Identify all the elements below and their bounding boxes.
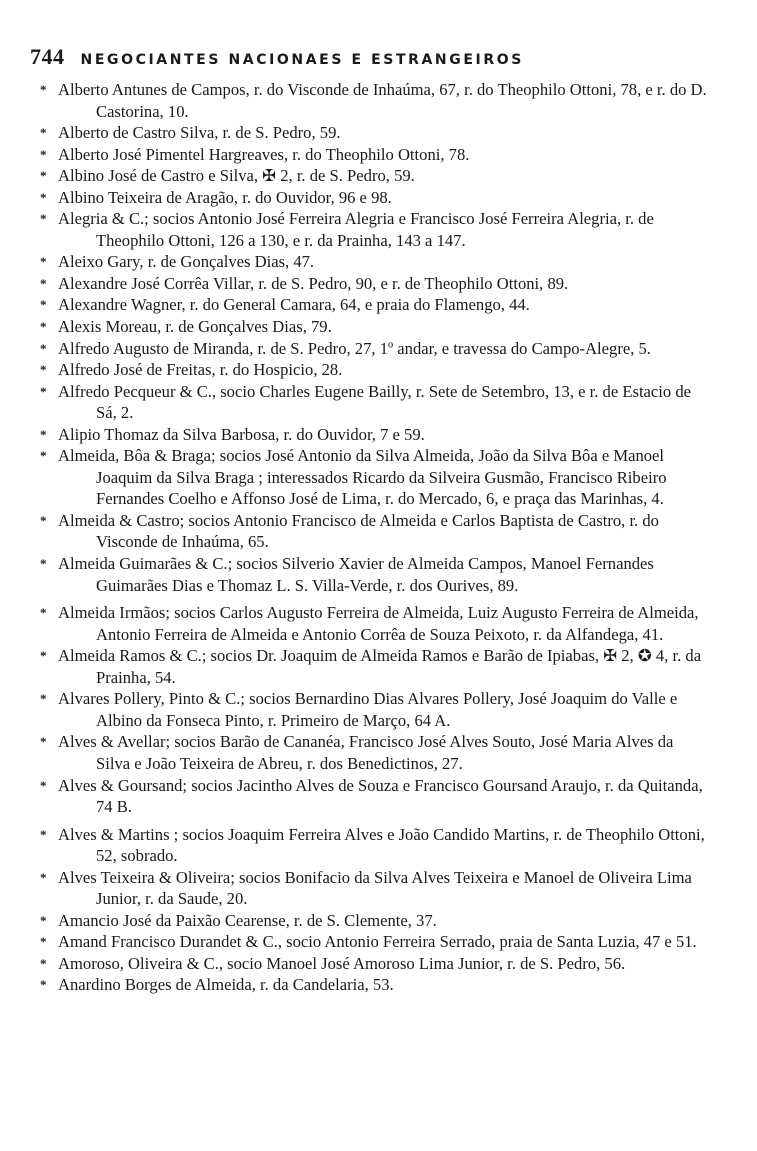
entry bbox=[40, 79, 710, 122]
entry-marker: * bbox=[40, 362, 47, 378]
entry-marker: * bbox=[40, 777, 47, 793]
entry bbox=[40, 824, 710, 867]
entry-text: Albino Teixeira de Aragão, r. do Ouvidor, 96 e 98. bbox=[58, 187, 392, 207]
entry-text: Amand Francisco Durandet & C., socio Antonio Ferreira Serrado, praia de Santa Luzia, 47 e 51. bbox=[58, 932, 697, 952]
entry-text: Alipio Thomaz da Silva Barbosa, r. do Ouvidor, 7 e 59. bbox=[58, 424, 425, 444]
entry-text: Amancio José da Paixão Cearense, r. de S. Clemente, 37. bbox=[58, 910, 437, 930]
entry-marker: * bbox=[40, 955, 47, 971]
page-header bbox=[30, 44, 730, 70]
page-number: 744 bbox=[30, 44, 65, 69]
entry-marker: * bbox=[40, 648, 47, 664]
entry-text: Alexandre José Corrêa Villar, r. de S. Pedro, 90, e r. de Theophilo Ottoni, 89. bbox=[58, 273, 569, 293]
entry-marker: * bbox=[40, 912, 47, 928]
entry bbox=[40, 251, 710, 273]
entry bbox=[40, 359, 710, 381]
entry bbox=[40, 316, 710, 338]
entry-marker: * bbox=[40, 125, 47, 141]
entry-marker: * bbox=[40, 691, 47, 707]
entry bbox=[40, 208, 710, 251]
entry-marker: * bbox=[40, 340, 47, 356]
entry-marker: * bbox=[40, 275, 47, 291]
entry-marker: * bbox=[40, 82, 47, 97]
entry bbox=[40, 445, 710, 510]
entry-marker: * bbox=[40, 556, 47, 572]
entry-marker: * bbox=[40, 383, 47, 399]
entry bbox=[40, 424, 710, 446]
entry bbox=[40, 731, 710, 774]
entry-marker: * bbox=[40, 734, 47, 750]
entry bbox=[40, 645, 710, 688]
entry-text: Aleixo Gary, r. de Gonçalves Dias, 47. bbox=[58, 252, 315, 272]
entry-marker: * bbox=[40, 297, 47, 313]
entry-text: Alberto Antunes de Campos, r. do Visconde de Inhaúma, 67, r. do Theophilo Ottoni, 78, e r. do D. Castorina, 10. bbox=[58, 80, 707, 121]
entry bbox=[40, 688, 710, 731]
entry-marker: * bbox=[40, 977, 47, 993]
entry bbox=[40, 122, 710, 144]
entry-marker: * bbox=[40, 605, 47, 621]
entry-marker: * bbox=[40, 211, 47, 227]
entry-marker: * bbox=[40, 426, 47, 442]
entry bbox=[40, 338, 710, 360]
entry-list bbox=[40, 79, 710, 996]
entry-text: Albino José de Castro e Silva, ✠ 2, r. de S. Pedro, 59. bbox=[58, 166, 415, 186]
entry bbox=[40, 187, 710, 209]
entry-text: Alfredo José de Freitas, r. do Hospicio, 28. bbox=[58, 360, 343, 380]
entry-text: Alves Teixeira & Oliveira; socios Bonifacio da Silva Alves Teixeira e Manoel de Oliveira Lima Junior, r. da Saude, 20. bbox=[58, 867, 692, 909]
entry-text: Amoroso, Oliveira & C., socio Manoel José Amoroso Lima Junior, r. de S. Pedro, 56. bbox=[58, 953, 626, 973]
entry-text: Alegria & C.; socios Antonio José Ferreira Alegria e Francisco José Ferreira Alegria, r. de Theophilo Ottoni, 126 a 130, e r. da Prainha, 143 a 147. bbox=[58, 209, 654, 250]
entry-text: Alves & Martins ; socios Joaquim Ferreira Alves e João Candido Martins, r. de Theophilo Ottoni, 52, sobrado. bbox=[58, 824, 705, 866]
entry-text: Alves & Goursand; socios Jacintho Alves de Souza e Francisco Goursand Araujo, r. da Quitanda, 74 B. bbox=[58, 775, 703, 817]
entry bbox=[40, 510, 710, 553]
entry-marker: * bbox=[40, 934, 47, 950]
entry-marker: * bbox=[40, 146, 47, 162]
entry-text: Alberto José Pimentel Hargreaves, r. do Theophilo Ottoni, 78. bbox=[58, 144, 470, 164]
entry bbox=[40, 910, 710, 932]
running-head: NEGOCIANTES NACIONAES E ESTRANGEIROS bbox=[80, 52, 524, 68]
entry-marker: * bbox=[40, 869, 47, 885]
entry-text: Alexandre Wagner, r. do General Camara, 64, e praia do Flamengo, 44. bbox=[58, 295, 530, 315]
entry bbox=[40, 867, 710, 910]
entry bbox=[40, 931, 710, 953]
entry-marker: * bbox=[40, 189, 47, 205]
entry-text: Almeida Irmãos; socios Carlos Augusto Ferreira de Almeida, Luiz Augusto Ferreira de Almeida, Antonio Ferreira de Almeida e Antonio Corrêa de Souza Peixoto, r. da Alfandega, 41. bbox=[58, 603, 699, 644]
entry bbox=[40, 775, 710, 818]
entry-text: Almeida & Castro; socios Antonio Francisco de Almeida e Carlos Baptista de Castro, r. do Visconde de Inhaúma, 65. bbox=[58, 510, 659, 552]
entry-text: Alfredo Augusto de Miranda, r. de S. Pedro, 27, 1º andar, e travessa do Campo-Alegre, 5. bbox=[58, 338, 651, 358]
entry-text: Anardino Borges de Almeida, r. da Candelaria, 53. bbox=[58, 975, 394, 995]
entry-text: Alexis Moreau, r. de Gonçalves Dias, 79. bbox=[58, 317, 332, 337]
entry-marker: * bbox=[40, 826, 47, 842]
entry-marker: * bbox=[40, 319, 47, 335]
entry bbox=[40, 381, 710, 424]
entry-marker: * bbox=[40, 512, 47, 528]
entry bbox=[40, 553, 710, 596]
entry-marker: * bbox=[40, 168, 47, 184]
entry bbox=[40, 953, 710, 975]
entry-marker: * bbox=[40, 448, 47, 464]
entry bbox=[40, 974, 710, 996]
entry-text: Almeida Guimarães & C.; socios Silverio Xavier de Almeida Campos, Manoel Fernandes Guimarães Dias e Thomaz L. S. Villa-Verde, r. dos Ourives, 89. bbox=[58, 554, 654, 595]
entry bbox=[40, 273, 710, 295]
entry bbox=[40, 144, 710, 166]
entry-marker: * bbox=[40, 254, 47, 270]
entry-text: Alves & Avellar; socios Barão de Cananéa, Francisco José Alves Souto, José Maria Alves da Silva e João Teixeira de Abreu, r. dos Benedictinos, 27. bbox=[58, 732, 674, 773]
entry bbox=[40, 165, 710, 187]
entry-text: Alfredo Pecqueur & C., socio Charles Eugene Bailly, r. Sete de Setembro, 13, e r. de Estacio de Sá, 2. bbox=[58, 381, 692, 423]
entry-text: Almeida Ramos & C.; socios Dr. Joaquim de Almeida Ramos e Barão de Ipiabas, ✠ 2, ✪ 4, r. da Prainha, 54. bbox=[58, 646, 702, 687]
entry-text: Almeida, Bôa & Braga; socios José Antonio da Silva Almeida, João da Silva Bôa e Manoel Joaquim da Silva Braga ; interessados Ricardo da Silveira Gusmão, Francisco Ribeiro Fernandes Coelho e Affonso José de Lima, r. do Mercado, 6, e praça das Marinhas, 4. bbox=[58, 446, 667, 509]
entry bbox=[40, 602, 710, 645]
entry bbox=[40, 294, 710, 316]
entry-text: Alvares Pollery, Pinto & C.; socios Bernardino Dias Alvares Pollery, José Joaquim do Valle e Albino da Fonseca Pinto, r. Primeiro de Março, 64 A. bbox=[58, 689, 678, 730]
entry-text: Alberto de Castro Silva, r. de S. Pedro, 59. bbox=[58, 123, 341, 143]
